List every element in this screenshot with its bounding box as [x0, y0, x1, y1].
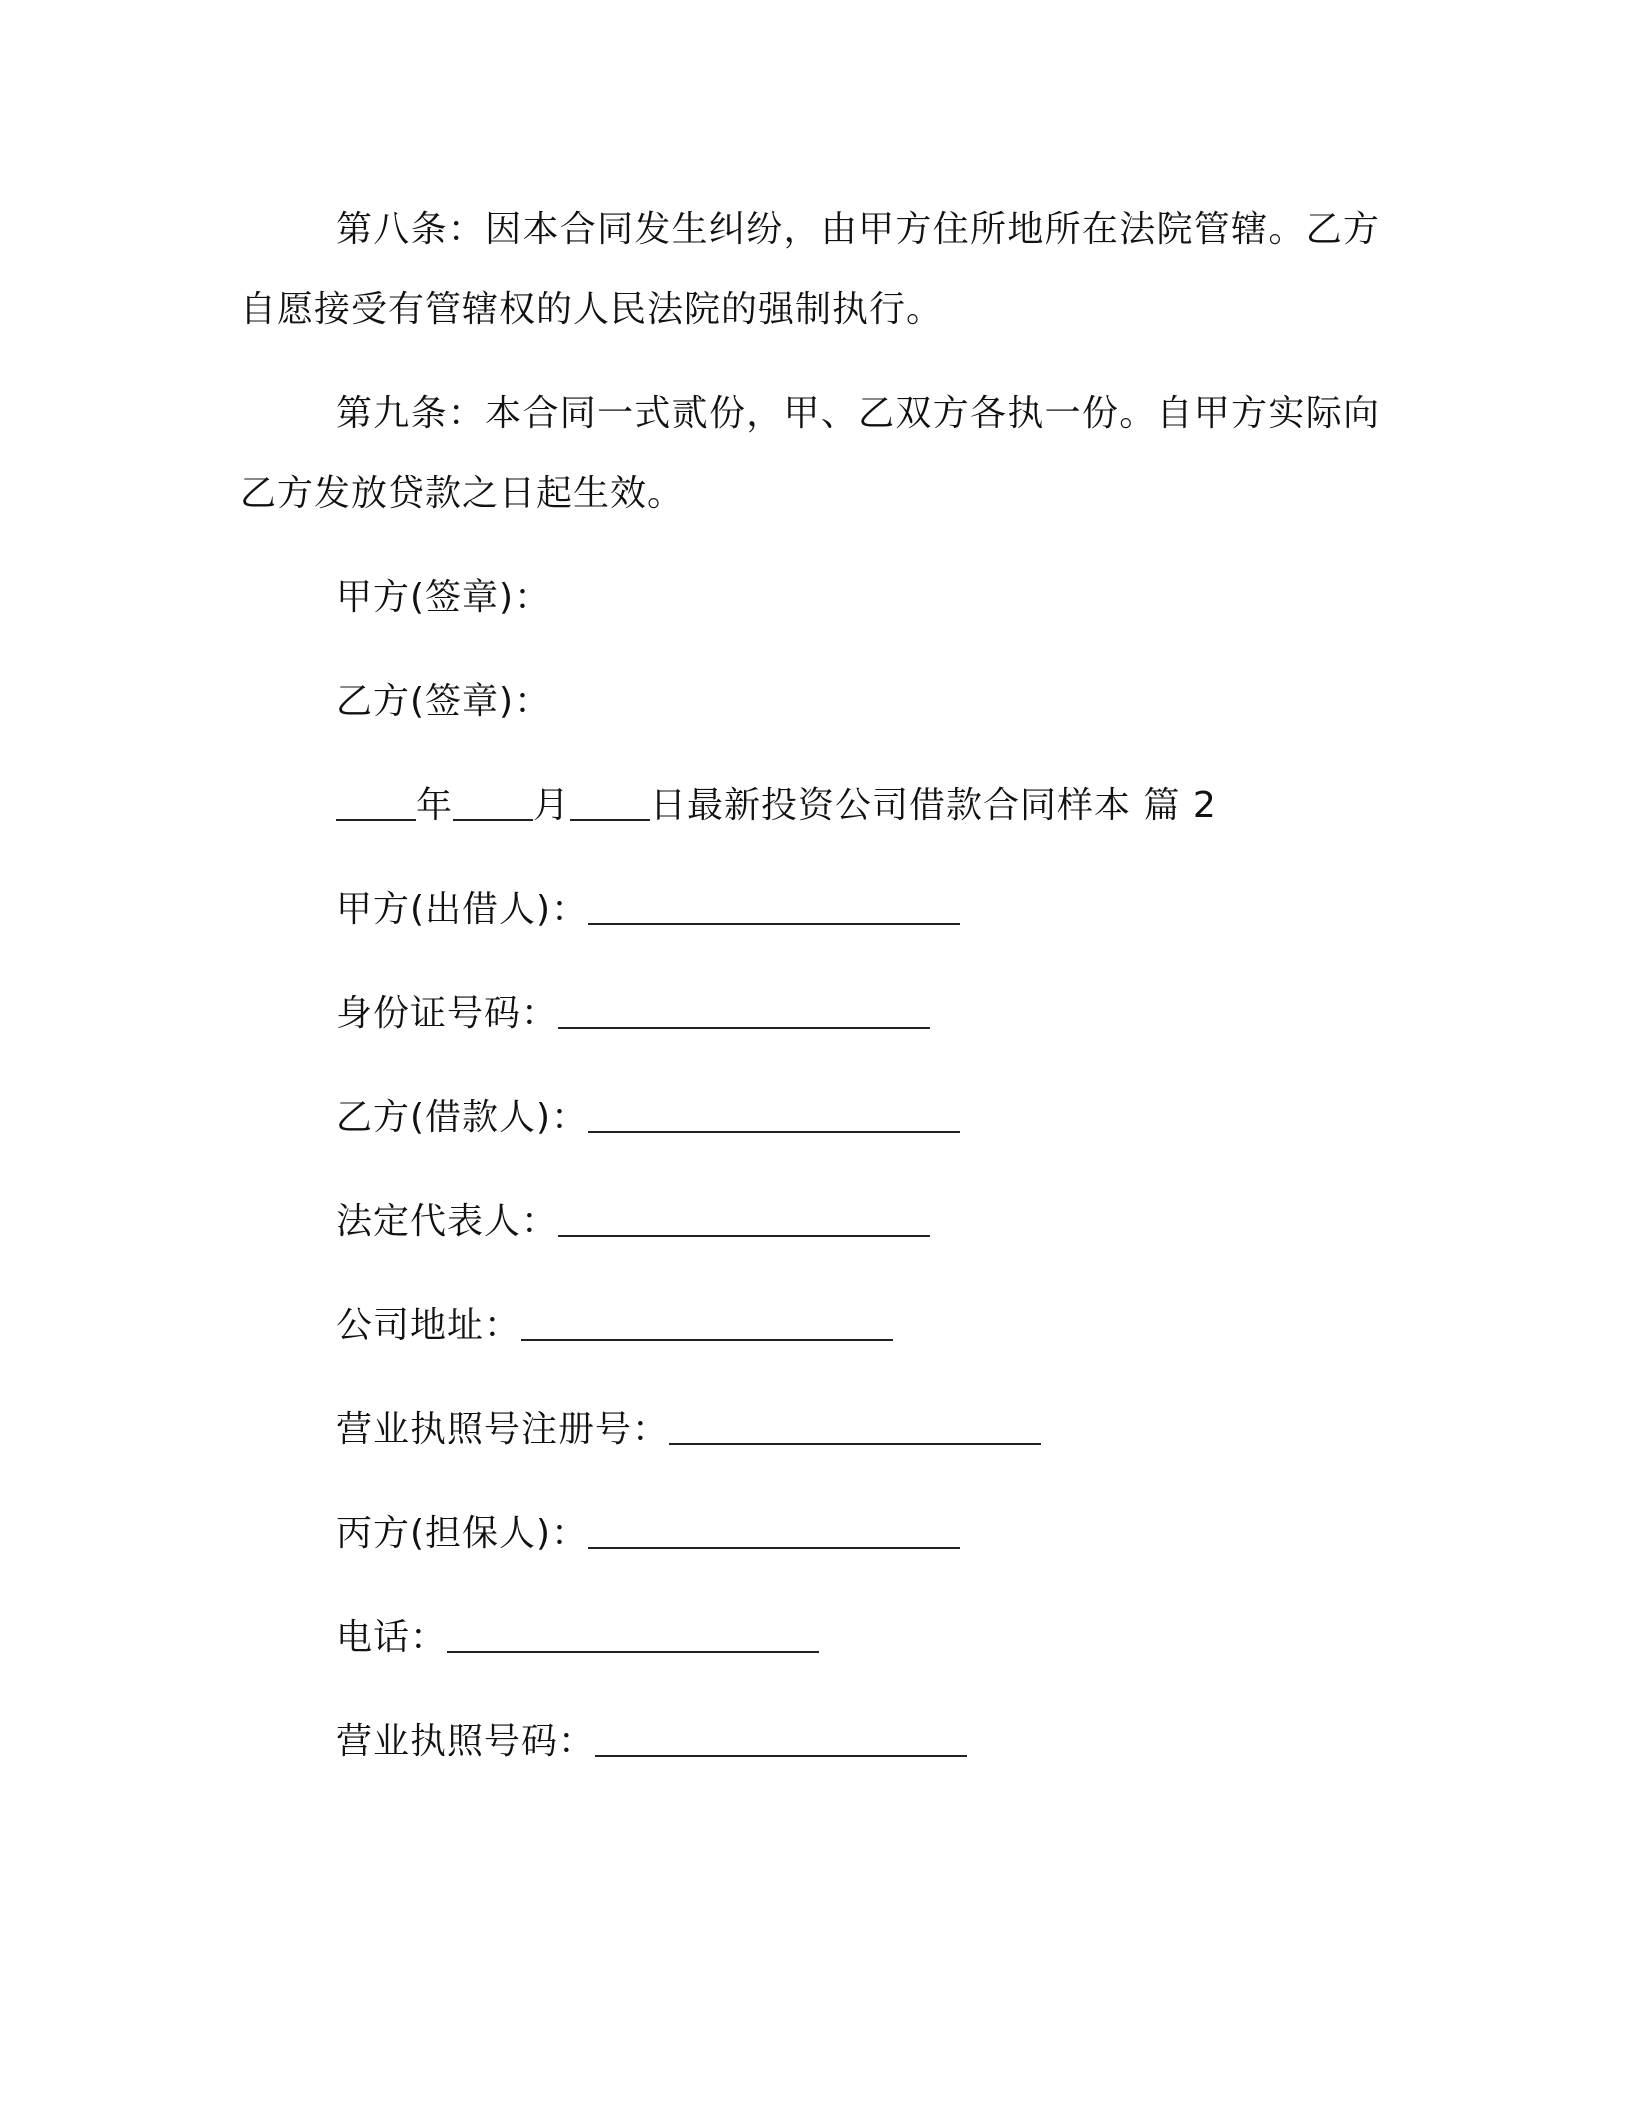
field-label: 营业执照号注册号： — [336, 1409, 670, 1450]
field-guarantor — [240, 1494, 1380, 1574]
fill-blank — [558, 1199, 930, 1237]
signature-party-b: 乙方(签章)： — [336, 681, 552, 722]
field-legal-representative — [240, 1182, 1380, 1262]
field-lender — [240, 870, 1380, 950]
fill-blank — [521, 1303, 893, 1341]
field-label: 公司地址： — [336, 1305, 522, 1346]
field-label: 营业执照号码： — [336, 1721, 596, 1762]
date-line — [240, 766, 1380, 846]
field-phone — [240, 1598, 1380, 1678]
document-body — [240, 190, 1380, 1806]
field-label: 乙方(借款人)： — [336, 1097, 589, 1138]
field-label: 甲方(出借人)： — [336, 889, 589, 930]
year-blank — [336, 783, 416, 821]
fill-blank — [558, 991, 930, 1029]
field-label: 电话： — [336, 1617, 448, 1658]
fill-blank — [669, 1407, 1041, 1445]
month-label: 月 — [533, 785, 571, 826]
fill-blank — [595, 1719, 967, 1757]
field-id-number — [240, 974, 1380, 1054]
field-borrower — [240, 1078, 1380, 1158]
fill-blank — [588, 1095, 960, 1133]
clause-eight: 第八条：因本合同发生纠纷，由甲方住所地所在法院管辖。乙方自愿接受有管辖权的人民法院的强制执行。 — [240, 209, 1380, 330]
field-company-address — [240, 1286, 1380, 1366]
day-and-heading: 日最新投资公司借款合同样本 篇 2 — [650, 785, 1217, 826]
field-label: 法定代表人： — [336, 1201, 559, 1242]
field-license-number — [240, 1702, 1380, 1782]
fill-blank — [588, 1511, 960, 1549]
year-label: 年 — [416, 785, 454, 826]
field-license-registration — [240, 1390, 1380, 1470]
signature-party-a: 甲方(签章)： — [336, 577, 552, 618]
month-blank — [453, 783, 533, 821]
fill-blank — [447, 1615, 819, 1653]
clause-nine: 第九条：本合同一式贰份，甲、乙双方各执一份。自甲方实际向乙方发放贷款之日起生效。 — [240, 393, 1380, 514]
field-label: 丙方(担保人)： — [336, 1513, 589, 1554]
fill-blank — [588, 887, 960, 925]
day-blank — [570, 783, 650, 821]
field-label: 身份证号码： — [336, 993, 559, 1034]
